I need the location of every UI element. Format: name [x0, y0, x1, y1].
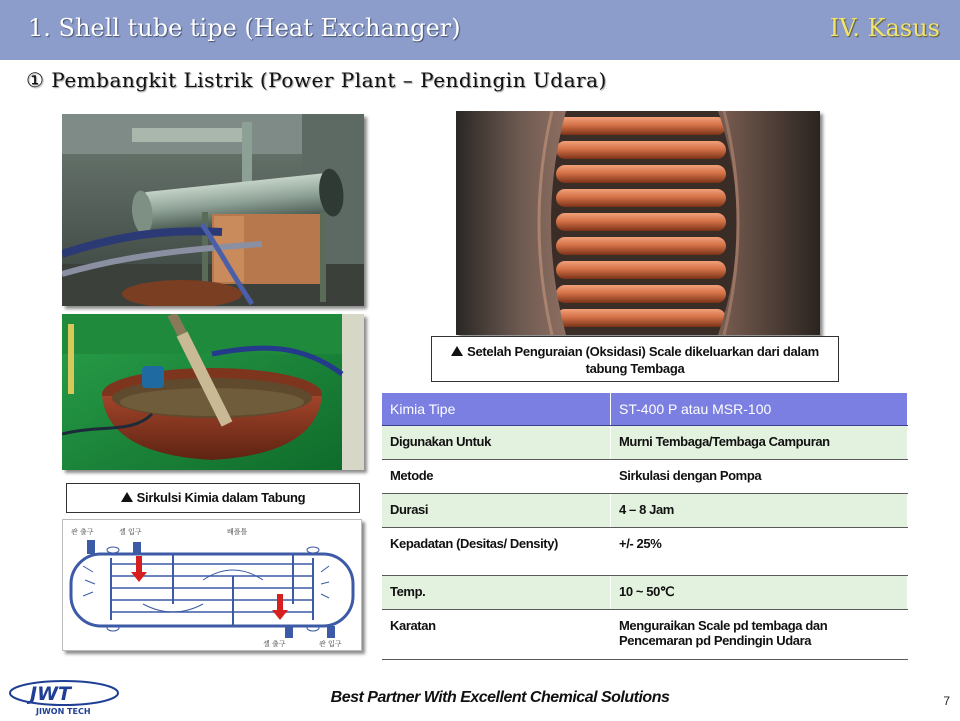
table-header-cell: Kimia Tipe: [382, 393, 611, 426]
caption-tube-cleaning-text: Setelah Penguraian (Oksidasi) Scale dikeluarkan dari dalam tabung Tembaga: [467, 344, 819, 376]
table-cell: +/- 25%: [611, 528, 908, 576]
diagram-label-baffle: 배플틀: [227, 528, 248, 536]
table-cell: Kepadatan (Desitas/ Density): [382, 528, 611, 576]
caption-tube-cleaning: [431, 336, 839, 382]
table-row: [382, 528, 908, 576]
table-cell: Sirkulasi dengan Pompa: [611, 460, 908, 494]
table-cell: Digunakan Untuk: [382, 426, 611, 460]
table-cell: 4 – 8 Jam: [611, 494, 908, 528]
table-row: [382, 576, 908, 610]
caption-circulation: [66, 483, 360, 513]
table-cell: Karatan: [382, 610, 611, 660]
table-cell: 10 ~ 50℃: [611, 576, 908, 610]
table-row: [382, 610, 908, 660]
table-cell: Murni Tembaga/Tembaga Campuran: [611, 426, 908, 460]
table-cell: Durasi: [382, 494, 611, 528]
spec-table: [382, 393, 908, 660]
triangle-up-icon: [451, 346, 463, 356]
diagram-label-shell-inlet: 셸 입구: [119, 528, 142, 536]
slide-subtitle: ① Pembangkit Listrik (Power Plant – Pendingin Udara): [26, 68, 607, 92]
slide-title: 1. Shell tube tipe (Heat Exchanger): [28, 14, 461, 42]
page-number: 7: [943, 694, 950, 708]
footer-slogan: Best Partner With Excellent Chemical Solutions: [330, 689, 670, 706]
table-cell: Metode: [382, 460, 611, 494]
photo-chemical-circulation: [62, 314, 364, 470]
table-cell: Temp.: [382, 576, 611, 610]
table-row: [382, 494, 908, 528]
diagram-label-tube-inlet: 관 입구: [319, 640, 342, 648]
shell-tube-diagram: [62, 519, 362, 651]
triangle-up-icon: [121, 492, 133, 502]
logo-mark: JWT: [30, 683, 71, 705]
caption-circulation-text: Sirkulsi Kimia dalam Tabung: [136, 490, 306, 505]
table-header-row: [382, 393, 908, 426]
table-cell: Menguraikan Scale pd tembaga dan Pencemaran pd Pendingin Udara: [611, 610, 908, 660]
table-row: [382, 460, 908, 494]
diagram-label-shell-outlet: 셸 출구: [263, 640, 286, 648]
photo-copper-tubes: [456, 111, 820, 335]
table-row: [382, 426, 908, 460]
section-label: IV. Kasus: [829, 14, 940, 42]
photo-heat-exchanger-setup: [62, 114, 364, 306]
header-bar: [0, 0, 960, 60]
diagram-label-tube-outlet: 관 출구: [71, 528, 94, 536]
table-header-cell: ST-400 P atau MSR-100: [611, 393, 908, 426]
logo-text: JIWON TECH: [36, 707, 91, 716]
